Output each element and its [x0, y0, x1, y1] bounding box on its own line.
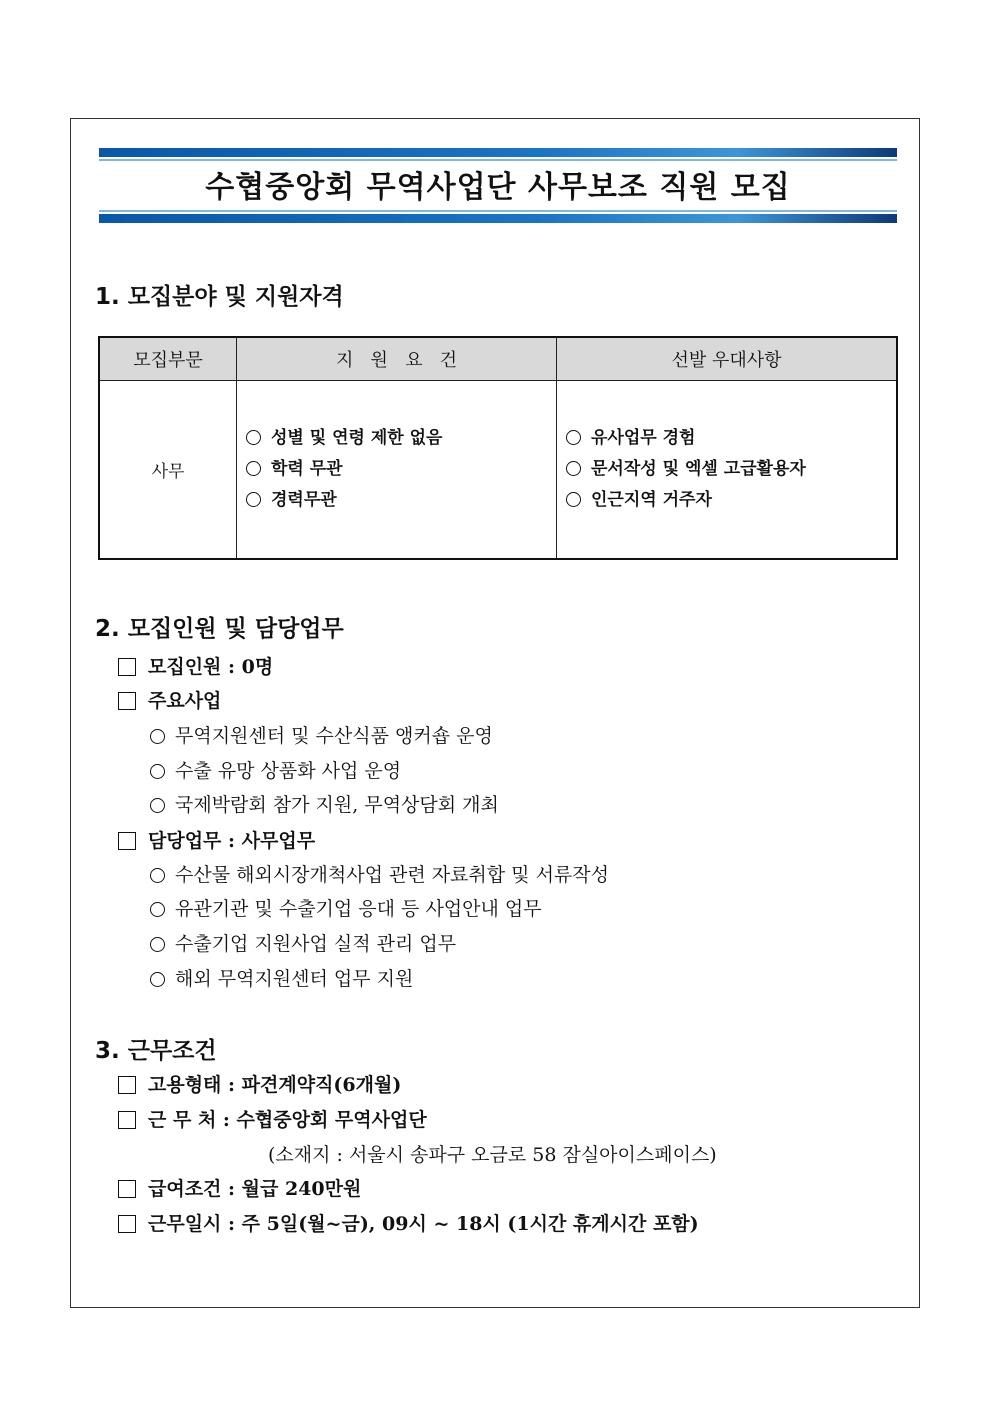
list-item: 무역지원센터 및 수산식품 앵커숍 운영	[150, 721, 493, 748]
list-item: 성별 및 연령 제한 없음	[238, 423, 555, 454]
list-item: 수산물 해외시장개척사업 관련 자료취합 및 서류작성	[150, 860, 609, 887]
table-cell-requirements	[237, 381, 557, 560]
circle-bullet-icon	[150, 902, 165, 917]
list-item: 문서작성 및 엑셀 고급활용자	[558, 454, 895, 485]
circle-bullet-icon	[150, 764, 165, 779]
circle-bullet-icon	[246, 461, 261, 476]
square-checkbox-icon	[118, 1180, 136, 1198]
duty-label: 담당업무 : 사무업무	[118, 826, 315, 853]
circle-bullet-icon	[150, 729, 165, 744]
list-item: 해외 무역지원센터 업무 지원	[150, 964, 413, 991]
table-header-requirements: 지 원 요 건	[237, 337, 557, 381]
list-item: 학력 무관	[238, 454, 555, 485]
salary: 급여조건 : 월급 240만원	[118, 1174, 361, 1201]
workplace-location: (소재지 : 서울시 송파구 오금로 58 잠실아이스페이스)	[268, 1144, 717, 1166]
square-checkbox-icon	[118, 1215, 136, 1233]
circle-bullet-icon	[150, 798, 165, 813]
list-item: 유사업무 경험	[558, 423, 895, 454]
list-item: 수출 유망 상품화 사업 운영	[150, 756, 401, 783]
circle-bullet-icon	[246, 492, 261, 507]
section2-heading: 2. 모집인원 및 담당업무	[95, 616, 344, 642]
circle-bullet-icon	[150, 972, 165, 987]
circle-bullet-icon	[246, 430, 261, 445]
square-checkbox-icon	[118, 1076, 136, 1094]
requirements-table	[98, 336, 898, 560]
employment-type: 고용형태 : 파견계약직(6개월)	[118, 1070, 401, 1097]
list-item: 경력무관	[238, 485, 555, 516]
circle-bullet-icon	[150, 868, 165, 883]
page-title: 수협중앙회 무역사업단 사무보조 직원 모집	[205, 170, 791, 205]
main-business-label: 주요사업	[118, 686, 221, 713]
table-cell-preferences	[557, 381, 898, 560]
title-top-bar	[99, 148, 897, 157]
table-cell-category: 사무	[99, 381, 237, 560]
square-checkbox-icon	[118, 1111, 136, 1129]
table-header-preferences: 선발 우대사항	[557, 337, 898, 381]
section1-heading: 1. 모집분야 및 지원자격	[95, 284, 344, 310]
circle-bullet-icon	[566, 430, 581, 445]
list-item: 유관기관 및 수출기업 응대 등 사업안내 업무	[150, 894, 542, 921]
square-checkbox-icon	[118, 692, 136, 710]
circle-bullet-icon	[566, 461, 581, 476]
table-header-category: 모집부문	[99, 337, 237, 381]
section3-heading: 3. 근무조건	[95, 1038, 217, 1064]
recruit-count: 모집인원 : 0명	[118, 652, 273, 679]
square-checkbox-icon	[118, 832, 136, 850]
square-checkbox-icon	[118, 658, 136, 676]
circle-bullet-icon	[566, 492, 581, 507]
circle-bullet-icon	[150, 937, 165, 952]
work-hours: 근무일시 : 주 5일(월~금), 09시 ~ 18시 (1시간 휴게시간 포함)	[118, 1209, 699, 1236]
list-item: 국제박람회 참가 지원, 무역상담회 개최	[150, 790, 499, 817]
list-item: 수출기업 지원사업 실적 관리 업무	[150, 929, 456, 956]
workplace: 근 무 처 : 수협중앙회 무역사업단	[118, 1105, 427, 1132]
title-bottom-bar	[99, 214, 897, 223]
list-item: 인근지역 거주자	[558, 485, 895, 516]
